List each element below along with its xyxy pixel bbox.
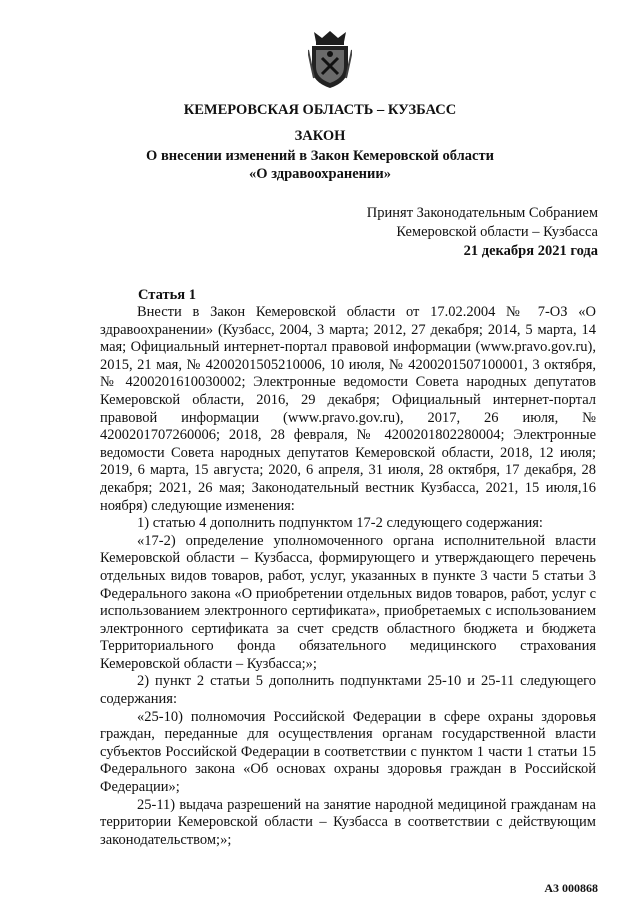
article-title: Статья 1 <box>138 287 196 303</box>
article-body <box>100 304 596 849</box>
region-heading: КЕМЕРОВСКАЯ ОБЛАСТЬ – КУЗБАСС <box>183 102 457 118</box>
document-type: ЗАКОН <box>294 128 346 144</box>
coat-of-arms-icon <box>308 30 352 90</box>
adoption-date: 21 декабря 2021 года <box>463 243 598 259</box>
paragraph-17-2: «17-2) определение уполномоченного органа исполнительной власти Кемеровской области – Кузбасса, формирующего и утверждающего перечень отдельных видов товаров, работ, услуг, указанных в пункте 3 части 5 статьи 3 Федерального закона «О приобретении отдельных видов товаров, работ, услуг с использованием электронного сертификата», приобретаемых с использованием электронного сертификата за счет средств областного бюджета и бюджета Территориального фонда обязательного медицинского страхования Кемеровской области – Кузбасса;»; <box>100 532 596 672</box>
paragraph-25-10: «25-10) полномочия Российской Федерации в сфере охраны здоровья граждан, переданные для осуществления органам государственной власти субъектов Российской Федерации в соответствии с пунктом 1 части 1 статьи 15 Федерального закона «Об основах охраны здоровья граждан в Российской Федерации»; <box>100 708 596 796</box>
paragraph-25-11: 25-11) выдача разрешений на занятие народной медициной гражданам на территории Кемеровской области – Кузбасса в соответствии с действующим законодательством;»; <box>100 796 596 848</box>
adoption-line-1: Принят Законодательным Собранием <box>366 205 598 221</box>
law-title-line-1: О внесении изменений в Закон Кемеровской области <box>146 148 494 164</box>
paragraph-item-1: 1) статью 4 дополнить подпунктом 17-2 следующего содержания: <box>137 515 543 532</box>
adoption-line-2: Кемеровской области – Кузбасса <box>396 224 598 240</box>
paragraph-item-2: 2) пункт 2 статьи 5 дополнить подпунктами 25-10 и 25-11 следующего содержания: <box>100 673 596 708</box>
paragraph-intro: Внести в Закон Кемеровской области от 17.02.2004 № 7-ОЗ «О здравоохранении» (Кузбасс, 2004, 3 марта; 2012, 27 декабря; 2014, 5 марта, 14 мая; Официальный интернет-портал правовой информации (www.pravo.gov.ru), 2015, 21 мая, № 4200201505210006, 10 июля, № 4200201507100001, 3 октября, № 4200201610030002; Электронные ведомости Совета народных депутатов Кемеровской области, 2016, 29 декабря; Официальный интернет-портал правовой информации (www.pravo.gov.ru), 2017, 26 июля, № 4200201707260006; 2018, 28 февраля, № 4200201802280004; Электронные ведомости Совета народных депутатов Кемеровской области, 2018, 12 июля; 2019, 6 марта, 15 августа; 2020, 6 апреля, 31 июля, 28 октября, 17 декабря, 28 декабря; 2021, 26 мая; Законодательный вестник Кузбасса, 2021, 15 июля,16 ноября) следующие изменения: <box>100 304 596 514</box>
serial-number: А3 000868 <box>544 881 598 895</box>
law-title-line-2: «О здравоохранении» <box>249 166 391 182</box>
adoption-block <box>367 204 598 261</box>
